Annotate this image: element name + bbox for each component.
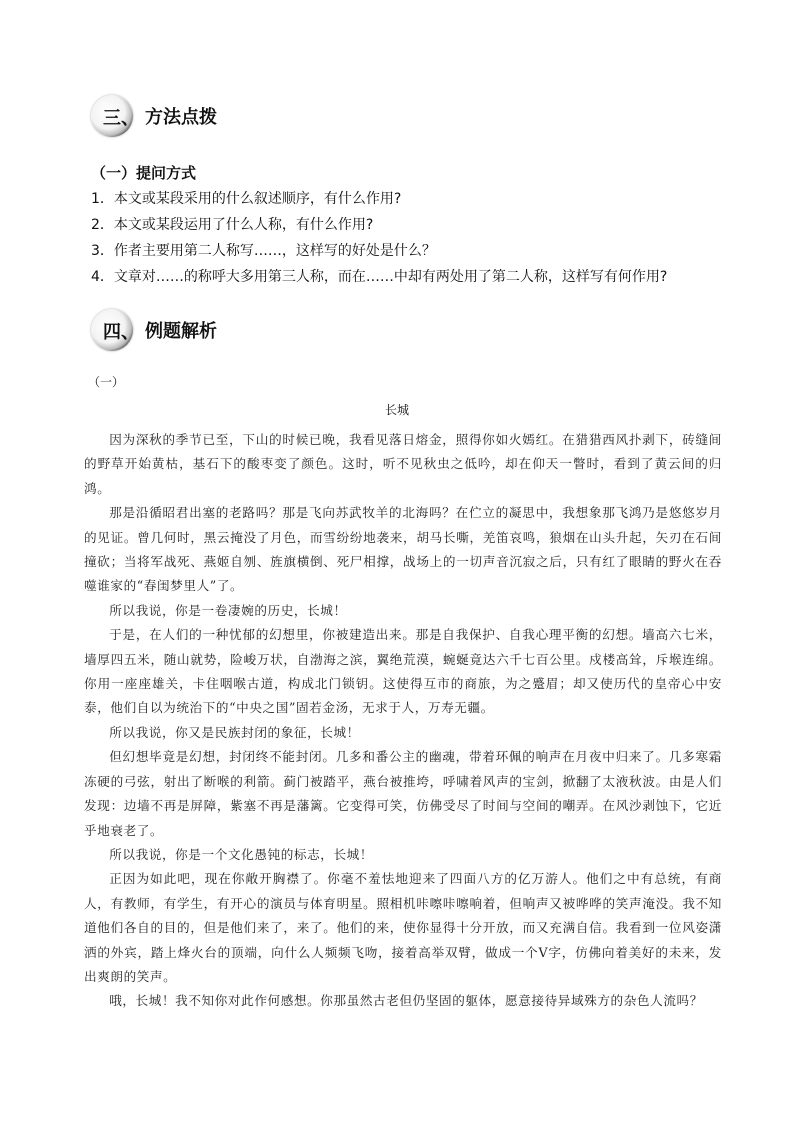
article-paragraph: 所以我说，你又是民族封闭的象征，长城！ [109, 724, 360, 740]
article-paragraph: 哦，长城！我不知你对此作何感想。你那虽然古老但仍坚固的躯体，愿意接待异域殊方的杂色人流吗？ [109, 993, 703, 1009]
question-item: 2．本文或某段运用了什么人称，有什么作用? [91, 217, 374, 233]
article-body [84, 428, 722, 1014]
article-paragraph: 于是，在人们的一种忧郁的幻想里，你被建造出来。那是自我保护、自我心理平衡的幻想。墙高六七米，墙厚四五米，随山就势，险峻万状，自渤海之滨，翼绝荒漠，蜿蜒竟达六千七百公里。戍楼高耸，斥堠连绵。你用一座座雄关，卡住咽喉古道，构成北门锁钥。这使得互市的商旅，为之蹙眉；却又使历代的皇帝心中安泰，他们自以为统治下的“中央之国”固若金汤，无求于人，万寿无疆。 [84, 627, 722, 716]
section-number-badge [91, 95, 139, 137]
section-number: 三、 [103, 108, 139, 129]
question-item: 1．本文或某段采用的什么叙述顺序，有什么作用? [91, 191, 402, 207]
question-item: 3．作者主要用第二人称写……，这样写的好处是什么？ [91, 243, 436, 259]
subheading-question-types: （一）提问方式 [91, 164, 197, 182]
article-paragraph: 那是沿循昭君出塞的老路吗？那是飞向苏武牧羊的北海吗？在伫立的凝思中，我想象那飞鸿乃是悠悠岁月的见证。曾几何时，黑云掩没了月色，而雪纷纷地袭来，胡马长嘶，羌笛哀鸣，狼烟在山头升起，矢刃在石间撞砍；当将军战死、燕姬自刎、旌旗横倒、死尸相撑，战场上的一切声音沉寂之后，只有红了眼睛的野火在吞噬谁家的“春闺梦里人”了。 [84, 505, 722, 594]
example-label: （一） [88, 375, 125, 389]
section-title: 方法点拨 [145, 107, 217, 128]
section-heading-methods [91, 92, 217, 140]
article-paragraph: 所以我说，你是一个文化愚钝的标志，长城！ [109, 846, 374, 862]
section-title: 例题解析 [145, 321, 217, 342]
section-number-badge [91, 309, 139, 351]
question-list [91, 186, 731, 290]
article-paragraph: 但幻想毕竟是幻想，封闭终不能封闭。几多和番公主的幽魂，带着环佩的响声在月夜中归来了。几多寒霜冻硬的弓弦，射出了断喉的利箭。蓟门被踏平，燕台被推垮，呼啸着风声的宝剑，掀翻了太液秋波。由是人们发现：边墙不再是屏障，紫塞不再是藩篱。它变得可笑，仿佛受尽了时间与空间的嘲弄。在风沙剥蚀下，它近乎地衰老了。 [84, 749, 722, 838]
article-paragraph: 所以我说，你是一卷凄婉的历史，长城！ [109, 602, 347, 618]
article-title: 长城 [384, 403, 409, 417]
section-heading-examples [91, 306, 217, 354]
question-item: 4．文章对……的称呼大多用第三人称，而在……中却有两处用了第二人称，这样写有何作用? [91, 269, 668, 285]
article-paragraph: 因为深秋的季节已至，下山的时候已晚，我看见落日熔金，照得你如火嫣红。在猎猎西风扑剥下，砖缝间的野草开始黄枯，基石下的酸枣变了颜色。这时，听不见秋虫之低吟，却在仰天一瞥时，看到了黄云间的归鸿。 [84, 432, 722, 496]
section-number: 四、 [103, 322, 139, 343]
article-paragraph: 正因为如此吧，现在你敞开胸襟了。你毫不羞怯地迎来了四面八方的亿万游人。他们之中有总统，有商人，有教师，有学生，有开心的演员与体育明星。照相机咔嚓咔嚓响着，但响声又被哗哗的笑声淹没。我不知道他们各自的目的，但是他们来了，来了。他们的来，使你显得十分开放，而又充满自信。我看到一位风姿潇洒的外宾，踏上烽火台的顶端，向什么人频频飞吻，接着高举双臂，做成一个V字，仿佛向着美好的未来，发出爽朗的笑声。 [84, 871, 722, 984]
